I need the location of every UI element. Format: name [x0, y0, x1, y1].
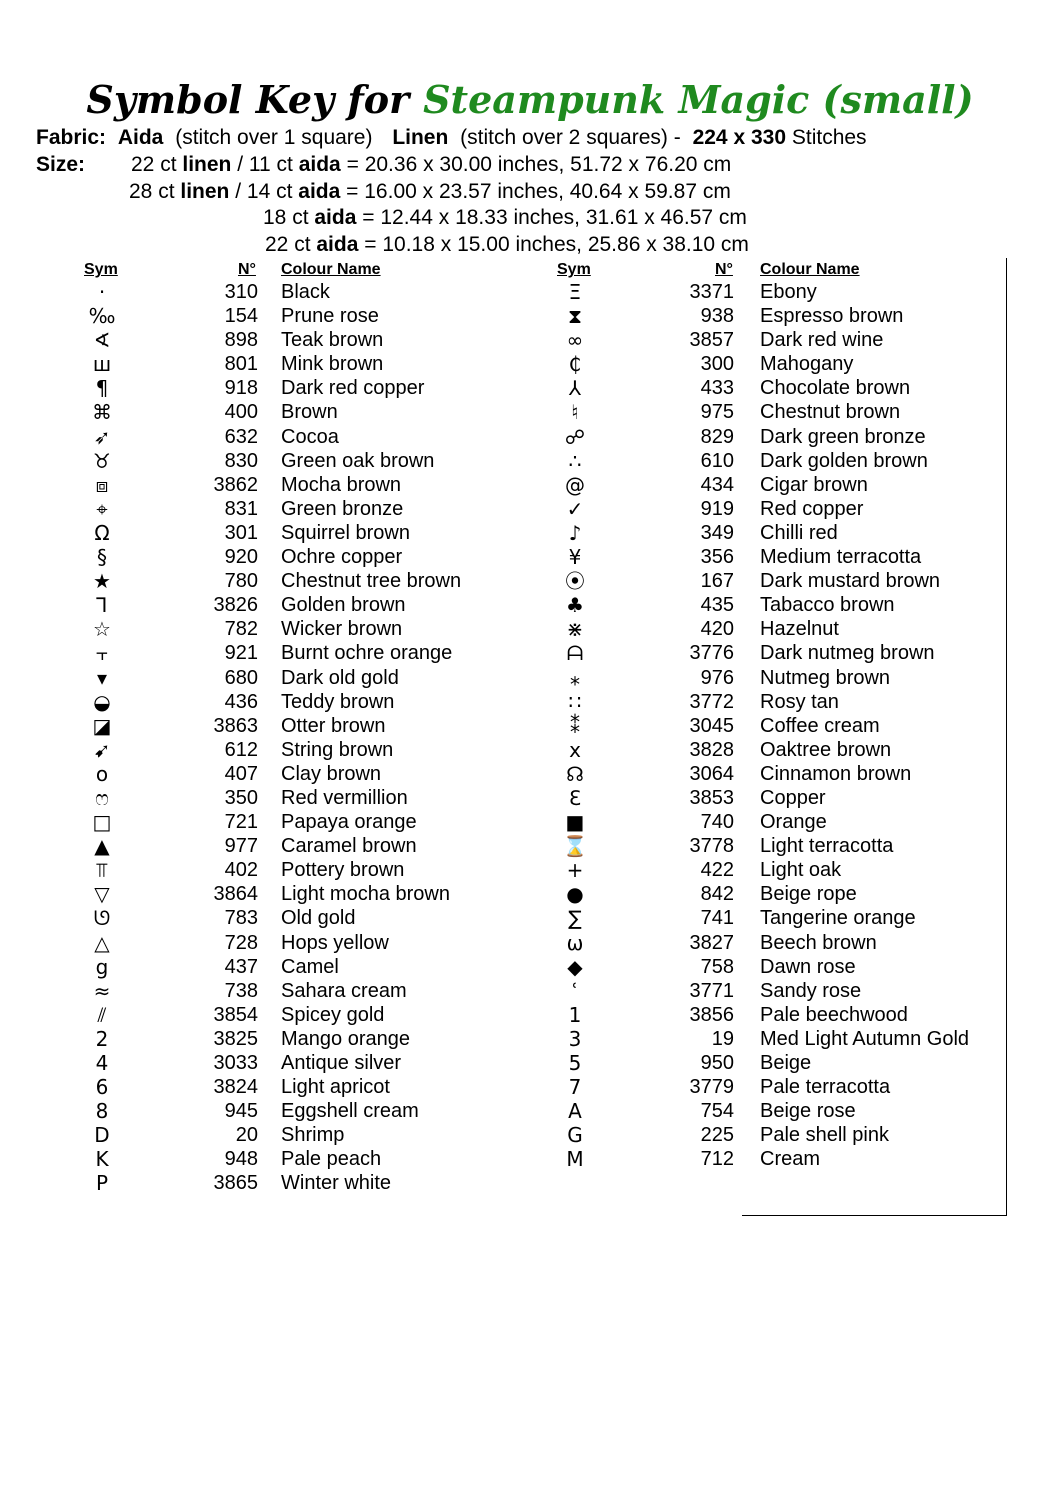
symbol-glyph: ℇ	[568, 785, 582, 810]
floss-number: 3779	[689, 1076, 734, 1099]
right-border-line	[1006, 258, 1007, 1216]
colour-name: Copper	[760, 786, 826, 809]
colour-name: Burnt ochre orange	[281, 642, 453, 665]
fabric-linen: Linen	[392, 126, 449, 149]
colour-name: Pale peach	[281, 1148, 382, 1171]
floss-number: 918	[224, 377, 258, 400]
colour-name: Caramel brown	[281, 835, 417, 858]
floss-number: 434	[700, 473, 734, 496]
floss-number: 610	[700, 449, 734, 472]
symbol-glyph: x	[569, 737, 581, 762]
colour-name: Espresso brown	[760, 305, 904, 328]
floss-number: 919	[700, 497, 734, 520]
size-count: / 14 ct	[235, 180, 293, 203]
colour-name: Ebony	[760, 281, 817, 303]
floss-number: 712	[700, 1148, 734, 1171]
symbol-glyph: ☊	[566, 761, 584, 786]
colour-name: Light oak	[760, 859, 842, 882]
floss-number: 433	[700, 377, 734, 400]
symbol-glyph: o	[95, 761, 109, 786]
symbol-glyph: ▲	[94, 834, 110, 859]
colour-name: Pottery brown	[281, 859, 405, 882]
colour-name: Prune rose	[281, 305, 379, 328]
colour-name: Mocha brown	[281, 473, 402, 496]
header-name-right: Colour Name	[760, 261, 860, 278]
symbol-glyph: 1	[568, 1002, 582, 1027]
symbol-glyph: 6	[95, 1075, 109, 1100]
symbol-glyph: ⁑	[570, 713, 580, 738]
floss-number: 977	[224, 835, 258, 858]
stitch-word: Stitches	[791, 126, 867, 149]
colour-name: Rosy tan	[760, 690, 839, 713]
symbol-glyph: P	[95, 1171, 109, 1196]
floss-number: 842	[700, 883, 734, 906]
symbol-glyph: ₵	[568, 352, 582, 377]
floss-number: 3776	[689, 642, 734, 665]
floss-number: 3825	[213, 1027, 258, 1050]
colour-name: Beech brown	[760, 931, 877, 954]
floss-number: 921	[224, 642, 258, 665]
colour-name: Light mocha brown	[281, 883, 450, 906]
symbol-glyph: ♉	[93, 448, 111, 473]
colour-name: Sandy rose	[760, 979, 862, 1002]
colour-name: Ochre copper	[281, 546, 403, 569]
title-prefix: Symbol Key for	[86, 77, 410, 122]
symbol-glyph: K	[95, 1147, 109, 1172]
floss-number: 437	[224, 955, 258, 978]
colour-name: Chestnut brown	[760, 401, 901, 424]
symbol-glyph: ◆	[567, 954, 583, 979]
symbol-glyph: D	[94, 1123, 110, 1148]
floss-number: 3854	[213, 1003, 258, 1026]
bottom-border-line	[742, 1215, 1007, 1216]
colour-name: String brown	[281, 738, 394, 761]
floss-number: 3865	[213, 1172, 258, 1195]
symbol-glyph: ⅂	[96, 593, 108, 618]
symbol-glyph: ·	[98, 280, 106, 304]
floss-number: 920	[224, 546, 258, 569]
symbol-glyph: ⌖	[96, 496, 108, 521]
colour-name: Winter white	[281, 1172, 392, 1195]
floss-number: 945	[224, 1100, 258, 1123]
colour-name: Brown	[281, 401, 338, 424]
size-fabric: linen	[180, 180, 230, 203]
header-name-left: Colour Name	[281, 261, 381, 278]
symbol-glyph: ◒	[93, 689, 111, 714]
floss-number: 356	[700, 546, 734, 569]
floss-number: 831	[224, 497, 258, 520]
symbol-glyph: Ω	[94, 520, 110, 545]
floss-number: 420	[700, 618, 734, 641]
colour-name: Dark golden brown	[760, 449, 928, 472]
symbol-glyph: △	[94, 930, 110, 955]
floss-number: 3824	[213, 1076, 258, 1099]
size-fabric: aida	[316, 233, 359, 256]
size-count: 18 ct	[263, 206, 309, 229]
floss-number: 3045	[689, 714, 734, 737]
colour-name: Camel	[281, 955, 339, 978]
colour-name: Dark old gold	[281, 666, 399, 689]
colour-name: Cocoa	[281, 425, 339, 448]
colour-name: Medium terracotta	[760, 546, 922, 569]
colour-name: Green bronze	[281, 497, 404, 520]
floss-number: 780	[224, 570, 258, 593]
symbol-glyph: §	[97, 545, 107, 570]
symbol-glyph: ʿ	[571, 978, 579, 1003]
floss-number: 975	[700, 401, 734, 424]
floss-number: 3856	[689, 1003, 734, 1026]
colour-name: Light terracotta	[760, 835, 894, 858]
colour-name: Nutmeg brown	[760, 666, 891, 689]
colour-name: Mango orange	[281, 1027, 410, 1050]
stitch-count: 224 x 330	[692, 126, 787, 149]
size-line-4	[265, 232, 749, 258]
floss-number: 948	[224, 1148, 258, 1171]
colour-name: Dark red wine	[760, 329, 884, 352]
symbol-glyph: ⧗	[567, 304, 583, 329]
floss-number: 976	[700, 666, 734, 689]
colour-name: Green oak brown	[281, 449, 435, 472]
colour-name: Papaya orange	[281, 811, 417, 834]
size-count: 22 ct	[265, 233, 311, 256]
colour-name: Black	[281, 281, 330, 303]
floss-number: 3828	[689, 738, 734, 761]
colour-name: Teddy brown	[281, 690, 395, 713]
symbol-glyph: ∷	[568, 689, 582, 714]
symbol-glyph: g	[95, 954, 109, 979]
pattern-name: Steampunk Magic (small)	[423, 77, 974, 122]
symbol-glyph: ⌛	[562, 834, 588, 859]
colour-name: Antique silver	[281, 1052, 402, 1074]
floss-number: 829	[700, 425, 734, 448]
header-num-right: N°	[715, 261, 733, 278]
symbol-glyph: ▽	[94, 882, 110, 907]
colour-name: Cigar brown	[760, 473, 868, 496]
floss-number: 225	[700, 1124, 734, 1147]
header-sym-left: Sym	[84, 261, 118, 278]
colour-name: Spicey gold	[281, 1003, 385, 1026]
size-fabric: linen	[182, 153, 232, 176]
floss-number: 782	[224, 618, 258, 641]
colour-name: Red copper	[760, 497, 864, 520]
floss-number: 349	[700, 521, 734, 544]
symbol-glyph: ☍	[564, 424, 586, 449]
colour-name: Teak brown	[281, 329, 384, 352]
colour-name: Dark red copper	[281, 377, 425, 400]
symbol-glyph: ¥	[568, 545, 582, 570]
size-line-3	[263, 205, 747, 231]
floss-number: 436	[224, 690, 258, 713]
colour-name: Dark mustard brown	[760, 570, 941, 593]
floss-number: 950	[700, 1052, 734, 1074]
colour-name: Shrimp	[281, 1124, 345, 1147]
colour-name: Light apricot	[281, 1076, 390, 1099]
floss-number: 741	[700, 907, 734, 930]
floss-number: 310	[224, 281, 258, 303]
floss-number: 20	[235, 1124, 258, 1147]
floss-number: 3778	[689, 835, 734, 858]
colour-name: Old gold	[281, 907, 356, 930]
symbol-glyph: 3	[568, 1026, 582, 1051]
colour-name: Beige	[760, 1052, 812, 1074]
colour-name: Wicker brown	[281, 618, 403, 641]
colour-name: Cinnamon brown	[760, 762, 912, 785]
floss-number: 680	[224, 666, 258, 689]
size-count: / 11 ct	[237, 153, 293, 176]
floss-number: 801	[224, 353, 258, 376]
symbol-glyph: ■	[565, 810, 585, 835]
colour-name: Chestnut tree brown	[281, 570, 462, 593]
symbol-glyph: G	[567, 1123, 583, 1148]
floss-number: 3826	[213, 594, 258, 617]
symbol-glyph: ✓	[566, 496, 584, 521]
floss-number: 19	[711, 1027, 734, 1050]
colour-name: Beige rope	[760, 883, 857, 906]
floss-number: 3772	[689, 690, 734, 713]
size-fabric: aida	[314, 206, 357, 229]
colour-name: Orange	[760, 811, 827, 834]
symbol-glyph: ෆ	[95, 785, 109, 810]
symbol-glyph: @	[565, 472, 585, 497]
colour-name: Dark green bronze	[760, 425, 926, 448]
colour-name: Dark nutmeg brown	[760, 642, 935, 665]
size-line-2	[129, 179, 731, 205]
colour-name: Clay brown	[281, 762, 382, 785]
floss-number: 167	[700, 570, 734, 593]
floss-number: 300	[700, 353, 734, 376]
colour-name: Tabacco brown	[760, 594, 895, 617]
page-title	[0, 78, 1060, 122]
symbol-glyph: ∑	[568, 906, 582, 931]
floss-number: 422	[700, 859, 734, 882]
symbol-glyph: ¶	[95, 376, 109, 401]
floss-number: 435	[700, 594, 734, 617]
floss-number: 612	[224, 738, 258, 761]
floss-number: 740	[700, 811, 734, 834]
colour-name: Hops yellow	[281, 931, 389, 954]
floss-number: 407	[224, 762, 258, 785]
size-label: Size:	[36, 153, 86, 176]
colour-name: Squirrel brown	[281, 521, 410, 544]
fabric-linen-note: (stitch over 2 squares) -	[460, 126, 681, 149]
colour-name: Pale terracotta	[760, 1076, 891, 1099]
colour-name: Hazelnut	[760, 618, 839, 641]
symbol-glyph: ∢	[93, 328, 111, 353]
symbol-glyph: ♣	[566, 593, 584, 618]
colour-name: Otter brown	[281, 714, 386, 737]
symbol-glyph: ♪	[568, 520, 582, 545]
floss-number: 3771	[689, 979, 734, 1002]
floss-number: 728	[224, 931, 258, 954]
floss-number: 3064	[689, 762, 734, 785]
symbol-glyph: ∴	[568, 448, 582, 473]
symbol-glyph: ⌘	[92, 400, 112, 425]
symbol-glyph: Ξ	[568, 280, 582, 304]
floss-number: 3862	[213, 473, 258, 496]
floss-number: 3863	[213, 714, 258, 737]
floss-number: 754	[700, 1100, 734, 1123]
floss-number: 3857	[689, 329, 734, 352]
floss-number: 350	[224, 786, 258, 809]
symbol-glyph: ☆	[93, 617, 111, 642]
fabric-label: Fabric:	[36, 126, 107, 149]
symbol-glyph: ∞	[566, 328, 584, 353]
symbol-glyph: ⧈	[95, 472, 109, 497]
symbol-glyph: ★	[93, 569, 111, 594]
colour-name: Pale shell pink	[760, 1124, 889, 1147]
symbol-glyph: M	[566, 1147, 584, 1172]
size-dimensions: = 12.44 x 18.33 inches, 31.61 x 46.57 cm	[362, 206, 747, 229]
symbol-glyph: ⅄	[568, 376, 582, 401]
floss-number: 3371	[689, 281, 734, 303]
size-fabric: aida	[298, 180, 341, 203]
symbol-glyph: +	[566, 858, 584, 883]
symbol-glyph: 8	[95, 1099, 109, 1124]
header-sym-right: Sym	[557, 261, 591, 278]
symbol-glyph: ➶	[93, 424, 111, 449]
symbol-glyph: ш	[92, 352, 112, 377]
colour-name: Mink brown	[281, 353, 384, 376]
floss-number: 154	[224, 305, 258, 328]
floss-number: 3864	[213, 883, 258, 906]
symbol-glyph: ᗩ	[566, 641, 584, 666]
colour-name: Med Light Autumn Gold	[760, 1027, 970, 1050]
size-fabric: aida	[298, 153, 341, 176]
symbol-glyph: ●	[566, 882, 584, 907]
floss-number: 632	[224, 425, 258, 448]
colour-name: Mahogany	[760, 353, 854, 376]
symbol-glyph: □	[92, 810, 112, 835]
symbol-glyph: ➹	[93, 737, 111, 762]
symbol-glyph: ⫪	[96, 858, 108, 883]
colour-name: Cream	[760, 1148, 821, 1171]
colour-name: Dawn rose	[760, 955, 856, 978]
colour-name: Golden brown	[281, 594, 406, 617]
size-count: 28 ct	[129, 180, 175, 203]
symbol-glyph: ‰	[88, 304, 116, 329]
symbol-glyph: 2	[95, 1026, 109, 1051]
colour-name: Chilli red	[760, 521, 838, 544]
symbol-glyph: ≈	[93, 978, 111, 1003]
symbol-glyph: ⫟	[95, 641, 109, 666]
header-num-left: N°	[238, 261, 256, 278]
floss-number: 400	[224, 401, 258, 424]
symbol-glyph: ▾	[96, 665, 108, 690]
symbol-glyph: ⋇	[566, 617, 584, 642]
symbol-glyph: ⫽	[97, 1002, 107, 1027]
colour-name: Coffee cream	[760, 714, 880, 737]
fabric-aida-note: (stitch over 1 square)	[175, 126, 373, 149]
size-count: 22 ct	[131, 153, 177, 176]
size-dimensions: = 16.00 x 23.57 inches, 40.64 x 59.87 cm	[346, 180, 731, 203]
colour-name: Tangerine orange	[760, 907, 916, 930]
floss-number: 738	[224, 979, 258, 1002]
floss-number: 3033	[213, 1052, 258, 1074]
symbol-glyph: A	[568, 1099, 582, 1124]
symbol-glyph: ⁎	[570, 665, 580, 690]
colour-name: Chocolate brown	[760, 377, 911, 400]
symbol-glyph: ◪	[92, 713, 112, 738]
colour-name: Sahara cream	[281, 979, 407, 1002]
symbol-glyph: ♮	[571, 400, 579, 425]
size-dimensions: = 10.18 x 15.00 inches, 25.86 x 38.10 cm	[364, 233, 749, 256]
symbol-glyph: ω	[566, 930, 584, 955]
floss-number: 721	[224, 811, 258, 834]
symbol-glyph: 7	[568, 1075, 582, 1100]
colour-name: Beige rose	[760, 1100, 856, 1123]
floss-number: 830	[224, 449, 258, 472]
floss-number: 938	[700, 305, 734, 328]
fabric-aida: Aida	[117, 126, 164, 149]
colour-name: Pale beechwood	[760, 1003, 908, 1026]
size-dimensions: = 20.36 x 30.00 inches, 51.72 x 76.20 cm	[346, 153, 732, 176]
floss-number: 3853	[689, 786, 734, 809]
floss-number: 3827	[689, 931, 734, 954]
colour-name: Oaktree brown	[760, 738, 892, 761]
floss-number: 898	[224, 329, 258, 352]
symbol-glyph: 5	[568, 1051, 582, 1075]
size-line-1	[131, 152, 731, 178]
fabric-line	[36, 125, 867, 151]
floss-number: 783	[224, 907, 258, 930]
symbol-glyph: ᘎ	[93, 906, 111, 931]
symbol-glyph: ⦿	[565, 569, 585, 594]
symbol-glyph: 4	[95, 1051, 109, 1075]
colour-name: Eggshell cream	[281, 1100, 419, 1123]
floss-number: 758	[700, 955, 734, 978]
colour-name: Red vermillion	[281, 786, 408, 809]
floss-number: 402	[224, 859, 258, 882]
floss-number: 301	[224, 521, 258, 544]
